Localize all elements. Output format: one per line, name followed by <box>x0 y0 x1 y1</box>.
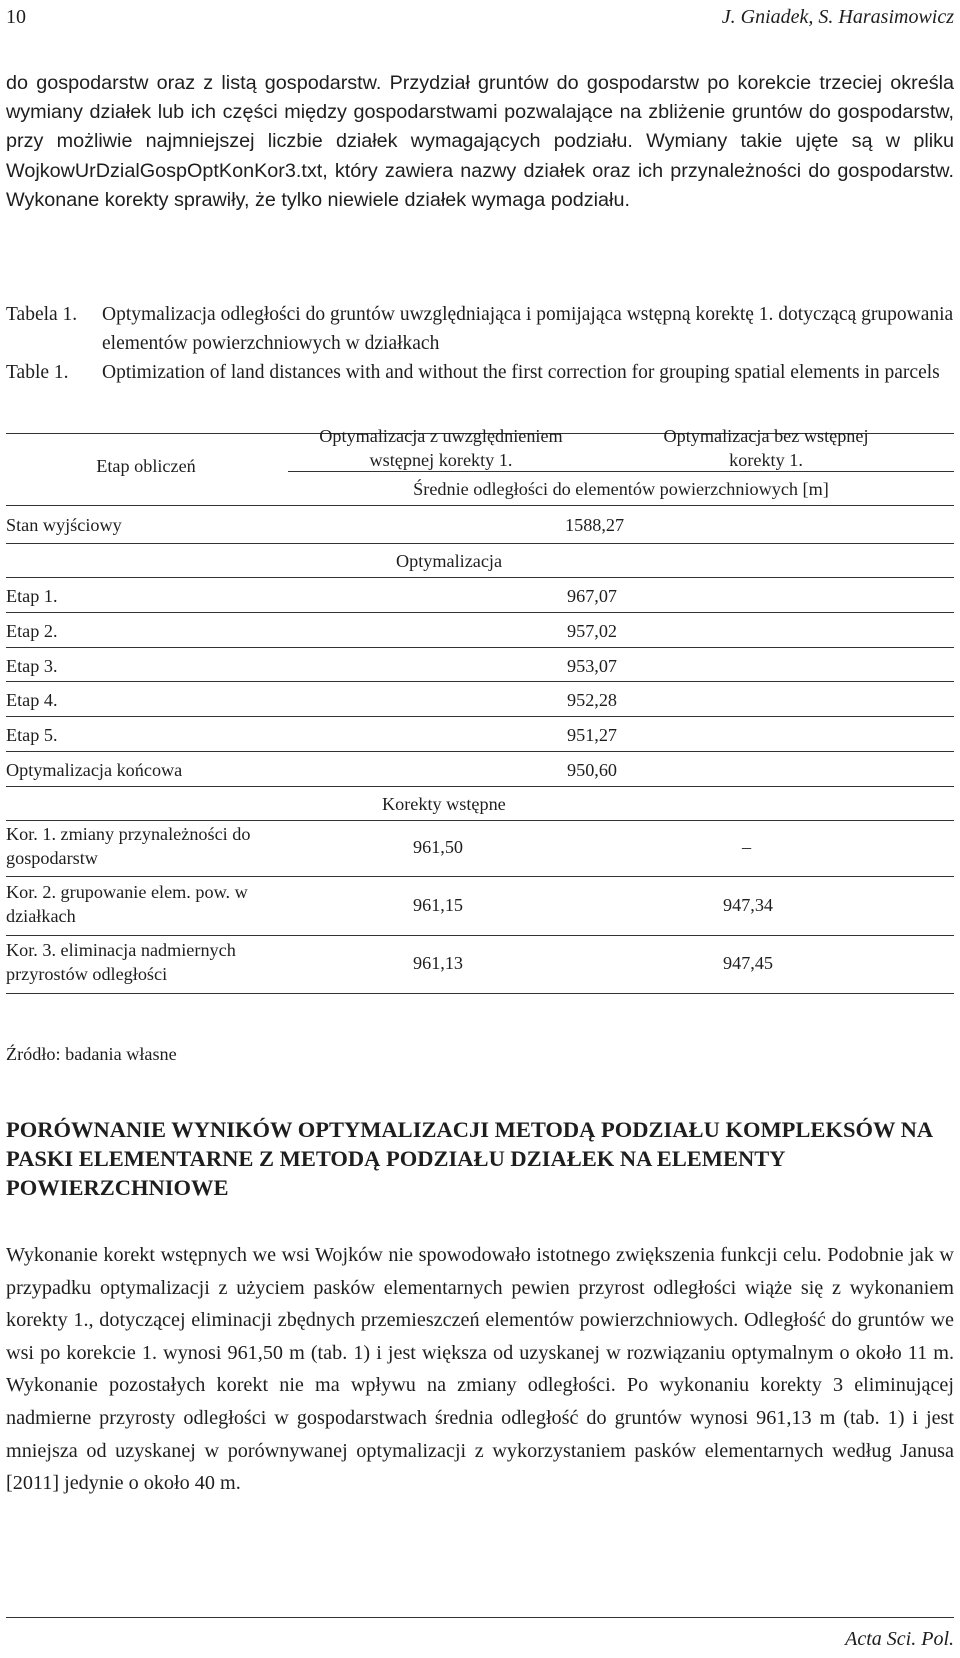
caption-text-pl: Optymalizacja odległości do gruntów uwzględniająca i pomijająca wstępną korektę 1. dotyczącą grupowania elementów powierzchniowych w działkach <box>102 304 954 354</box>
row-rule <box>6 876 954 877</box>
table-bottom-rule <box>6 993 954 994</box>
stage-value: 950,60 <box>567 760 618 780</box>
section-corrections: Korekty wstępne <box>382 794 506 814</box>
section-heading: PORÓWNANIE WYNIKÓW OPTYMALIZACJI METODĄ PODZIAŁU KOMPLEKSÓW NA PASKI ELEMENTARNE Z METODĄ PODZIAŁU DZIAŁEK NA ELEMENTY POWIERZCHNIOWE <box>6 1117 932 1200</box>
header-without-correction: Optymalizacja bez wstępnej korekty 1. <box>663 426 869 470</box>
header-bottom-rule <box>6 505 954 506</box>
stage-value: 967,07 <box>567 586 618 606</box>
initial-state-value: 1588,27 <box>565 515 625 535</box>
body-paragraph: Wykonanie korekt wstępnych we wsi Wojków nie spowodowało istotnego zwiększenia funkcji celu. Podobnie jak w przypadku optymalizacji z użyciem pasków elementarnych pewien przyrost odległości wiąże się z wykonaniem korekty 1., dotyczącej eliminacji zbędnych przemieszczeń elementów powierzchniowych. Odległość do gruntów we wsi po korekcie 1. wynosi 961,50 m (tab. 1) i jest większa od uzyskanej w rozwiązaniu optymalnym o około 11 m. Wykonanie pozostałych korekt nie ma wpływu na zmiany odległości. Po wykonaniu korekty 3 eliminującej nadmierne przyrosty odległości w gospodarstwach średnia odległość do gruntów wynosi 961,13 m (tab. 1) i jest mniejsza od uzyskanej w porównywanej optymalizacji z wykorzystaniem pasków elementarnych według Janusa [2011] jedynie o około 40 m. <box>6 1244 954 1495</box>
correction-value-without: – <box>742 837 752 857</box>
stage-value: 953,07 <box>567 656 618 676</box>
stage-label: Optymalizacja końcowa <box>6 760 183 780</box>
row-rule <box>6 681 954 682</box>
correction-label: Kor. 1. zmiany przynależności do gospodarstw <box>6 824 251 868</box>
page-number: 10 <box>6 6 26 28</box>
section-optimization: Optymalizacja <box>396 551 503 571</box>
stage-label: Etap 1. <box>6 586 58 606</box>
stage-value: 952,28 <box>567 690 618 710</box>
stage-label: Etap 5. <box>6 725 58 745</box>
intro-paragraph: do gospodarstw oraz z listą gospodarstw. Przydział gruntów do gospodarstw po korekcie trzeciej określa wymiany działek lub ich części między gospodarstwami pozwalające na zbliżenie gruntów do gospodarstw, przy możliwie najmniejszej liczbie działek wymagających podziału. Wymiany takie ujęte są w pliku WojkowUrDzialGospOptKonKor3.txt, który zawiera nazwy działek oraz ich przynależności do gospodarstw. Wykonane korekty sprawiły, że tylko niewiele działek wymaga podziału. <box>6 72 954 211</box>
caption-label-en: Table 1. <box>6 362 69 383</box>
unit-header: Średnie odległości do elementów powierzchniowych [m] <box>413 479 829 499</box>
correction-value-with: 961,15 <box>413 895 464 915</box>
row-rule <box>6 647 954 648</box>
row-rule <box>6 612 954 613</box>
caption-label-pl: Tabela 1. <box>6 304 78 325</box>
running-header-authors: J. Gniadek, S. Harasimowicz <box>721 6 954 28</box>
correction-value-with: 961,50 <box>413 837 464 857</box>
stage-value: 951,27 <box>567 725 618 745</box>
stage-value: 957,02 <box>567 621 618 641</box>
table-source-note: Źródło: badania własne <box>6 1044 177 1064</box>
header-mid-rule <box>288 471 954 472</box>
correction-value-without: 947,45 <box>723 953 774 973</box>
running-header <box>6 6 954 32</box>
header-stage: Etap obliczeń <box>96 456 196 476</box>
correction-label: Kor. 2. grupowanie elem. pow. w działkach <box>6 882 248 926</box>
row-rule <box>6 751 954 752</box>
running-footer-journal: Acta Sci. Pol. <box>845 1628 954 1650</box>
correction-label: Kor. 3. eliminacja nadmiernych przyrostów odległości <box>6 940 236 984</box>
rule-before-stages <box>6 577 954 578</box>
stage-label: Etap 2. <box>6 621 58 641</box>
correction-value-without: 947,34 <box>723 895 774 915</box>
caption-text-en: Optimization of land distances with and without the first correction for grouping spatial elements in parcels <box>102 362 940 383</box>
results-table <box>6 426 954 1053</box>
row-rule <box>6 716 954 717</box>
correction-value-with: 961,13 <box>413 953 464 973</box>
stage-label: Etap 3. <box>6 656 58 676</box>
stage-label: Etap 4. <box>6 690 58 710</box>
header-with-correction: Optymalizacja z uwzględnieniem wstępnej korekty 1. <box>319 426 563 470</box>
table-caption <box>6 300 954 387</box>
footer-rule <box>6 1617 954 1618</box>
row-rule <box>6 786 954 787</box>
initial-state-label: Stan wyjściowy <box>6 515 122 535</box>
rule-before-corrections <box>6 820 954 821</box>
rule-after-initial <box>6 543 954 544</box>
row-rule <box>6 935 954 936</box>
